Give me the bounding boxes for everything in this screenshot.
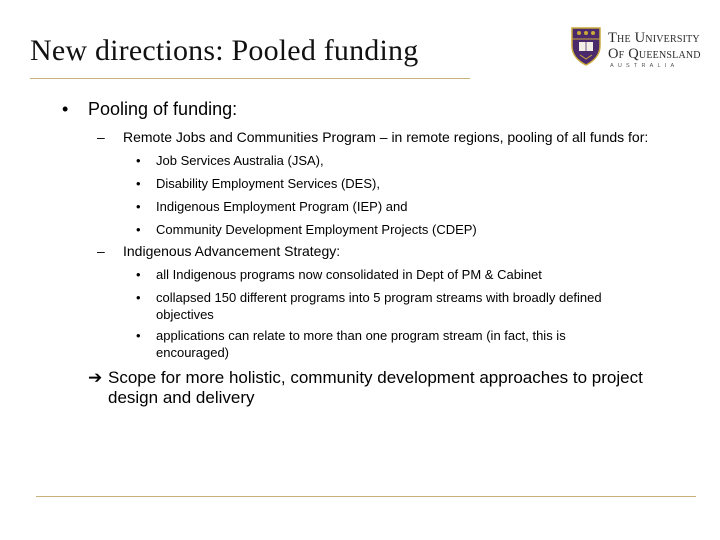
bullet-text: Pooling of funding:	[88, 99, 238, 119]
list-item-text: Job Services Australia (JSA),	[156, 153, 324, 168]
dash-icon: –	[97, 129, 105, 145]
bullet-icon: •	[136, 267, 141, 282]
list-item-text: Indigenous Employment Program (IEP) and	[156, 199, 408, 214]
bullet-icon: •	[136, 222, 141, 237]
conclusion-text: Scope for more holistic, community development approaches to project design and delivery	[108, 368, 643, 407]
list-item-text: Community Development Employment Projects (CDEP)	[156, 222, 477, 237]
list-item-text: Disability Employment Services (DES),	[156, 176, 380, 191]
bullet-icon: •	[136, 328, 141, 343]
bullet-icon: •	[62, 99, 69, 119]
university-name-line2: Of Queensland	[608, 46, 701, 62]
list-item-text: all Indigenous programs now consolidated in Dept of PM & Cabinet	[156, 267, 542, 282]
list-item-text: collapsed 150 different programs into 5 program streams with broadly defined objectives	[156, 290, 602, 322]
bullet-icon: •	[136, 153, 141, 168]
slide-title: New directions: Pooled funding	[30, 34, 419, 67]
list-item-text: applications can relate to more than one program stream (in fact, this is encouraged)	[156, 328, 566, 360]
sub-bullet-text: Indigenous Advancement Strategy:	[123, 243, 341, 259]
sub-bullet-text: Remote Jobs and Communities Program – in remote regions, pooling of all funds for:	[123, 129, 649, 145]
bullet-icon: •	[136, 176, 141, 191]
university-country: AUSTRALIA	[610, 63, 679, 69]
university-name-line1: The University	[608, 30, 700, 46]
dash-icon: –	[97, 243, 105, 259]
arrow-right-icon: ➔	[88, 368, 103, 387]
footer-divider	[36, 496, 696, 497]
bullet-icon: •	[136, 199, 141, 214]
bullet-icon: •	[136, 290, 141, 305]
